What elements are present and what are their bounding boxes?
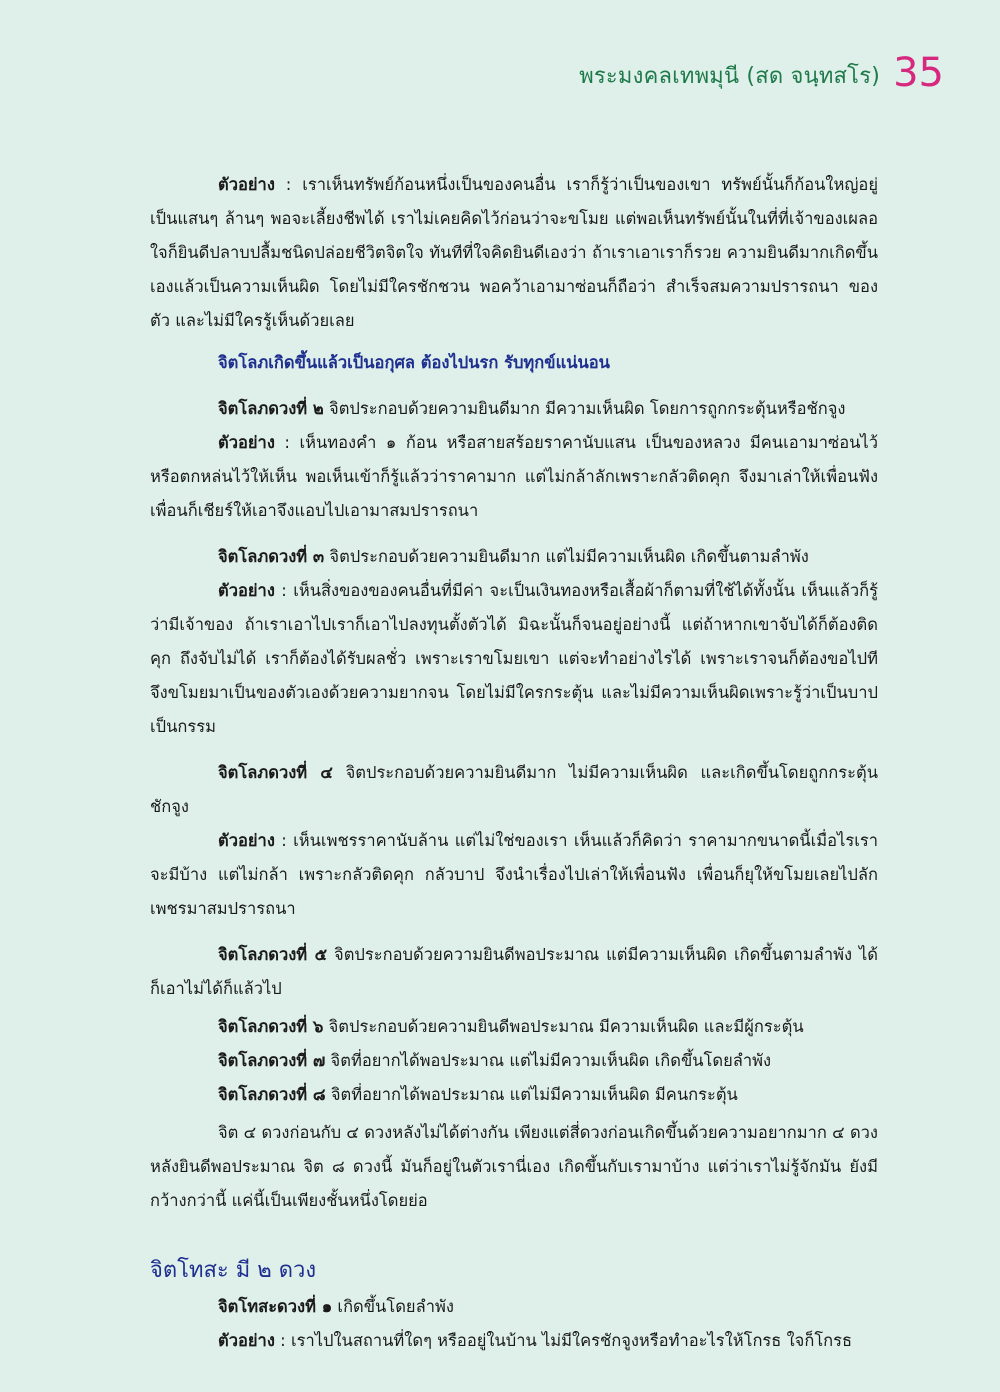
- paragraph-lobha-7: [150, 1044, 878, 1078]
- paragraph-text: จิตประกอบด้วยความยินดีพอประมาณ แต่มีความเห็นผิด เกิดขึ้นตามลำพัง ได้ก็เอาไม่ได้ก็แล้วไป: [150, 945, 878, 998]
- paragraph-lobha-5: [150, 938, 878, 1006]
- paragraph-example-3: [150, 574, 878, 744]
- paragraph-text: : เห็นเพชรราคานับล้าน แต่ไม่ใช่ของเรา เห็นแล้วก็คิดว่า ราคามากขนาดนี้เมื่อไรเราจะมีบ้าง แต่ไม่กล้า เพราะกลัวติดคุก กลัวบาป จึงนำเรื่องไปเล่าให้เพื่อนฟัง เพื่อนก็ยุให้ขโมยเลยไปลักเพชรมาสมปรารถนา: [150, 831, 878, 918]
- lead-label: ตัวอย่าง: [218, 433, 275, 452]
- paragraph-lobha-6: [150, 1010, 878, 1044]
- paragraph-dosa-1: [150, 1290, 878, 1324]
- paragraph-text: จิตประกอบด้วยความยินดีมาก มีความเห็นผิด โดยการถูกกระตุ้นหรือชักจูง: [323, 399, 846, 418]
- paragraph-example-4: [150, 824, 878, 926]
- paragraph-text: : เราเห็นทรัพย์ก้อนหนึ่งเป็นของคนอื่น เราก็รู้ว่าเป็นของเขา ทรัพย์นั้นก็ก้อนใหญ่อยู่เป็นแสนๆ ล้านๆ พอจะเลี้ยงชีพได้ เราไม่เคยคิดไว้ก่อนว่าจะขโมย แต่พอเห็นทรัพย์นั้นในที่ที่เจ้าของเผลอ ใจก็ยินดีปลาบปลื้มชนิดปล่อยชีวิตจิตใจ ทันทีที่ใจคิดยินดีเองว่า ถ้าเราเอาเราก็รวย ความยินดีมากเกิดขึ้นเองแล้วเป็นความเห็นผิด โดยไม่มีใครชักชวน พอคว้าเอามาซ่อนก็ถือว่า สำเร็จสมความปรารถนา ของตัว และไม่มีใครรู้เห็นด้วยเลย: [150, 175, 878, 330]
- paragraph-text: จิตประกอบด้วยความยินดีมาก ไม่มีความเห็นผิด และเกิดขึ้นโดยถูกกระตุ้นชักจูง: [150, 763, 878, 816]
- paragraph-example-2: [150, 426, 878, 528]
- lead-label: จิตโลภดวงที่ ๘: [218, 1085, 326, 1104]
- paragraph-lobha-3: [150, 540, 878, 574]
- lead-label: จิตโลภดวงที่ ๖: [218, 1017, 324, 1036]
- paragraph-text: จิตประกอบด้วยความยินดีพอประมาณ มีความเห็นผิด และมีผู้กระตุ้น: [323, 1017, 804, 1036]
- lead-label: ตัวอย่าง: [218, 581, 275, 600]
- page-body: [150, 168, 878, 1358]
- lead-label: ตัวอย่าง: [218, 831, 275, 850]
- paragraph-text: จิตที่อยากได้พอประมาณ แต่ไม่มีความเห็นผิด เกิดขึ้นโดยลำพัง: [325, 1051, 772, 1070]
- lead-label: จิตโลภดวงที่ ๗: [218, 1051, 326, 1070]
- paragraph-text: จิตที่อยากได้พอประมาณ แต่ไม่มีความเห็นผิด มีคนกระตุ้น: [325, 1085, 738, 1104]
- paragraph-lobha-2: [150, 392, 878, 426]
- lead-label: จิตโทสะดวงที่ ๑: [218, 1297, 333, 1316]
- lead-label: จิตโลภดวงที่ ๕: [218, 945, 328, 964]
- running-header: พระมงคลเทพมุนี (สด จนฺทสโร): [579, 64, 880, 89]
- lead-label: จิตโลภดวงที่ ๒: [218, 399, 324, 418]
- paragraph-example-dosa: [150, 1324, 878, 1358]
- lead-label: จิตโลภดวงที่ ๓: [218, 547, 325, 566]
- paragraph-lobha-4: [150, 756, 878, 824]
- paragraph-text: จิตประกอบด้วยความยินดีมาก แต่ไม่มีความเห็นผิด เกิดขึ้นตามลำพัง: [324, 547, 809, 566]
- lead-label: จิตโลภดวงที่ ๔: [218, 763, 333, 782]
- paragraph-text: : เราไปในสถานที่ใดๆ หรืออยู่ในบ้าน ไม่มีใครชักจูงหรือทำอะไรให้โกรธ ใจก็โกรธ: [274, 1331, 853, 1350]
- paragraph-text: : เห็นสิ่งของของคนอื่นที่มีค่า จะเป็นเงินทองหรือเสื้อผ้าก็ตามที่ใช้ได้ทั้งนั้น เห็นแล้วก็รู้ว่ามีเจ้าของ ถ้าเราเอาไปเราก็เอาไปลงทุนตั้งตัวได้ มิฉะนั้นก็จนอยู่อย่างนี้ แต่ถ้าหากเขาจับได้ก็ต้องติดคุก ถึงจับไม่ได้ เราก็ต้องได้รับผลชั่ว เพราะเราขโมยเขา แต่จะทำอย่างไรได้ เพราะเราจนก็ต้องขอไปที จึงขโมยมาเป็นของตัวเองด้วยความยากจน โดยไม่มีใครกระตุ้น และไม่มีความเห็นผิดเพราะรู้ว่าเป็นบาปเป็นกรรม: [150, 581, 878, 736]
- paragraph-text: เกิดขึ้นโดยลำพัง: [332, 1297, 454, 1316]
- blue-heading: จิตโลภเกิดขึ้นแล้วเป็นอกุศล ต้องไปนรก รับทุกข์แน่นอน: [218, 353, 610, 372]
- lead-label: ตัวอย่าง: [218, 1331, 275, 1350]
- lead-label: ตัวอย่าง: [218, 175, 275, 194]
- paragraph-example-1: [150, 168, 878, 338]
- page-number: 35: [893, 50, 944, 96]
- section-heading: จิตโทสะ มี ๒ ดวง: [150, 1258, 317, 1283]
- paragraph-lobha-8: [150, 1078, 878, 1112]
- paragraph-text: : เห็นทองคำ ๑ ก้อน หรือสายสร้อยราคานับแสน เป็นของหลวง มีคนเอามาซ่อนไว้ หรือตกหล่นไว้ให้เห็น พอเห็นเข้าก็รู้แล้วว่าราคามาก แต่ไม่กล้าลักเพราะกลัวติดคุก จึงมาเล่าให้เพื่อนฟัง เพื่อนก็เชียร์ให้เอาจึงแอบไปเอามาสมปรารถนา: [150, 433, 878, 520]
- paragraph-summary: จิต ๔ ดวงก่อนกับ ๔ ดวงหลังไม่ได้ต่างกัน เพียงแต่สี่ดวงก่อนเกิดขึ้นด้วยความอยากมาก ๔ ดวงหลังยินดีพอประมาณ จิต ๘ ดวงนี้ มันก็อยู่ในตัวเรานี่เอง เกิดขึ้นกับเรามาบ้าง แต่ว่าเราไม่รู้จักมัน ยังมีกว้างกว่านี้ แค่นี้เป็นเพียงชั้นหนึ่งโดยย่อ: [150, 1123, 878, 1210]
